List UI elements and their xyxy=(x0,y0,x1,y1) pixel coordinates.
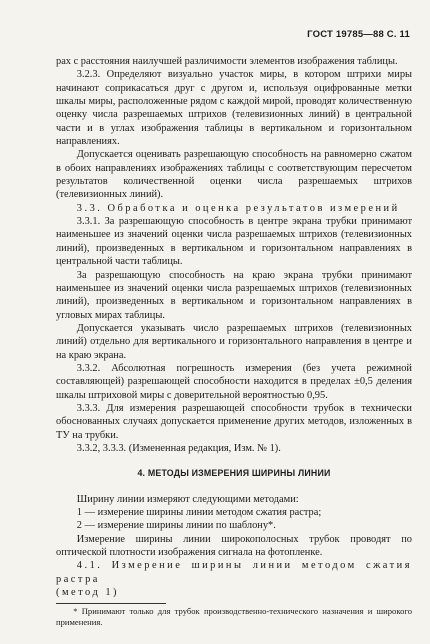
footnote: * Принимают только для трубок производственно-технического назначения и широкого применения. xyxy=(56,606,412,628)
footnote-rule xyxy=(56,603,166,604)
paragraph-3-2-3: 3.2.3. Определяют визуально участок миры, в котором штрихи миры начинают соприкасаться друг с другом и, используя оцифрованные метки шкалы миры, расположенные рядом с каждой мирой, проводят количественную оценку числа разрешаемых штрихов (телевизионных линий) в центральной части и в углах изображения таблицы в вертикальном и горизонтальном направлениях. xyxy=(56,69,412,148)
paragraph-allowance-2: Допускается указывать число разрешаемых штрихов (телевизионных линий) отдельно для вертикального и горизонтального направления в центре и на краю экрана. xyxy=(56,322,412,361)
page-header: ГОСТ 19785—88 С. 11 xyxy=(307,29,410,40)
method-2-item: 2 — измерение ширины линии по шаблону*. xyxy=(76,520,276,532)
paragraph-continuation: рах с расстояния наилучшей различимости элементов изображения таблицы. xyxy=(56,56,398,67)
section-4-title: 4. МЕТОДЫ ИЗМЕРЕНИЯ ШИРИНЫ ЛИНИИ xyxy=(137,468,331,479)
paragraph-allowance-1: Допускается оценивать разрешающую способность на равномерно сжатом в обоих направлениях изображениях таблицы с соответствующим пересчетом результатов количественной оценки числа разрешаемых штрихов (телевизионных линий). xyxy=(56,149,412,201)
subsection-4-1-method: (метод 1) xyxy=(56,587,119,599)
document-body xyxy=(56,55,412,628)
paragraph-edit-note: 3.3.2, 3.3.3. (Измененная редакция, Изм. № 1). xyxy=(76,442,281,454)
paragraph-edge: За разрешающую способность на краю экрана трубки принимают наименьшее из значений оценки числа разрешаемых штрихов (телевизионных линий), произведенных в вертикальном и горизонтальном направлениях в угловых мирах таблицы. xyxy=(56,269,412,321)
paragraph-wideband: Измерение ширины линии широкополосных трубок проводят по оптической плотности изображения сигнала на фотопленке. xyxy=(56,533,412,559)
paragraph-width-methods: Ширину линии измеряют следующими методами: xyxy=(76,493,299,505)
paragraph-3-3-2: 3.3.2. Абсолютная погрешность измерения (без учета режимной составляющей) разрешающей способности находится в пределах ±0,5 деления шкалы штриховой миры с доверительной вероятностью 0,95. xyxy=(56,362,412,401)
paragraph-3-3-3: 3.3.3. Для измерения разрешающей способности трубок в технически обоснованных случаях допускается применение других методов, изложенных в ТУ на трубки. xyxy=(56,402,412,441)
method-1-item: 1 — измерение ширины линии методом сжатия растра; xyxy=(76,507,322,518)
subsection-3-3-title: 3.3. Обработка и оценка результатов измерений xyxy=(76,202,400,214)
subsection-4-1-title: 4.1. Измерение ширины линии методом сжатия растра xyxy=(56,560,412,585)
paragraph-3-3-1: 3.3.1. За разрешающую способность в центре экрана трубки принимают наименьшее из значений оценки числа разрешаемых штрихов (телевизионных линий), произведенных в вертикальном и горизонтальном направлениях в центральной части таблицы. xyxy=(56,216,412,268)
